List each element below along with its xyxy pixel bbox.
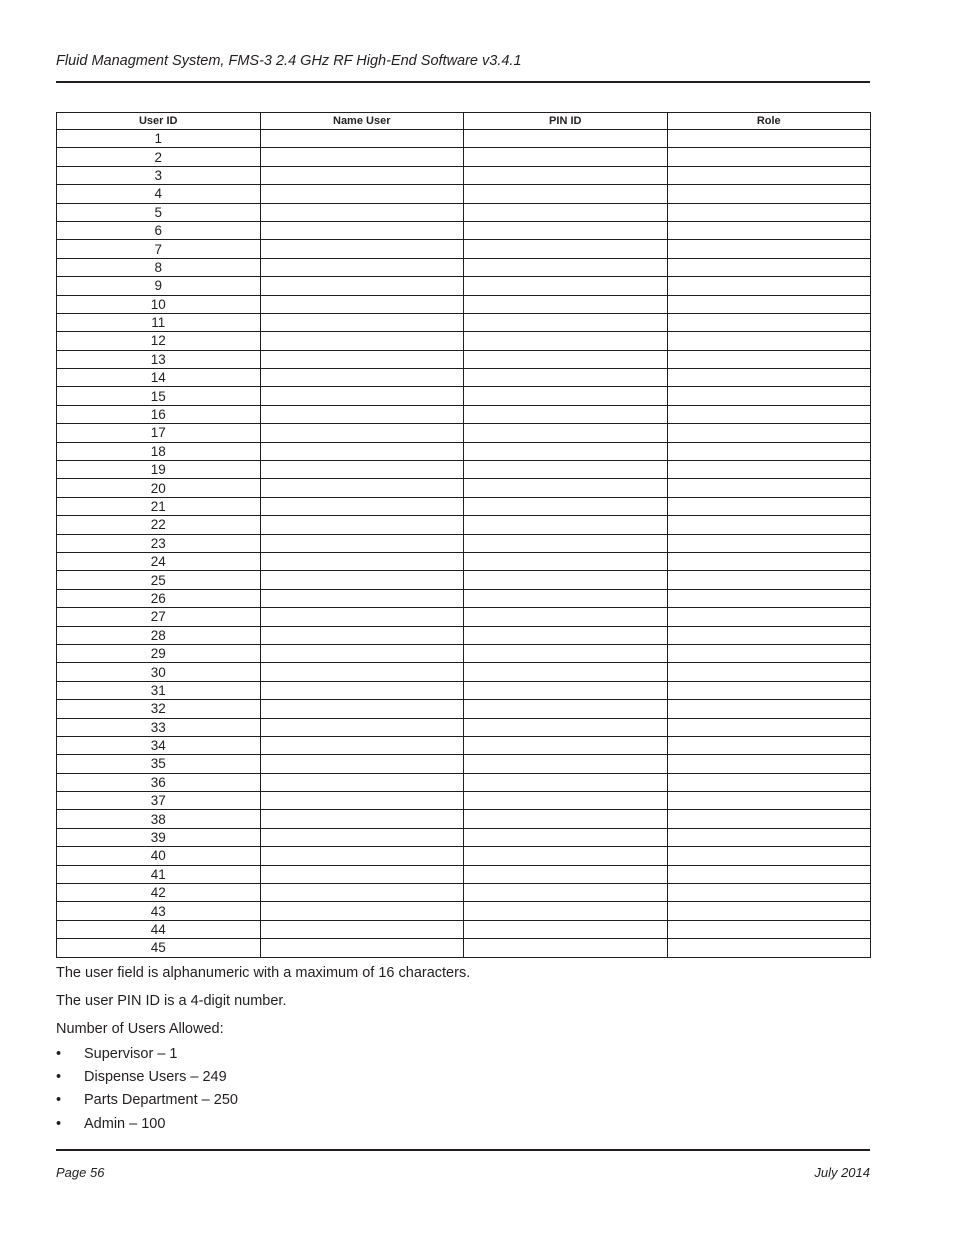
cell-role [667,516,871,534]
cell-pin-id [464,497,668,515]
cell-pin-id [464,424,668,442]
cell-user-id: 42 [57,884,261,902]
cell-pin-id [464,442,668,460]
table-header-row [57,113,871,130]
cell-user-id: 28 [57,626,261,644]
cell-user-id: 45 [57,939,261,957]
cell-user-id: 21 [57,497,261,515]
cell-role [667,497,871,515]
cell-name-user [260,865,464,883]
cell-role [667,902,871,920]
table-row [57,479,871,497]
cell-user-id: 3 [57,166,261,184]
cell-role [667,332,871,350]
cell-role [667,461,871,479]
cell-name-user [260,920,464,938]
cell-pin-id [464,332,668,350]
cell-pin-id [464,589,668,607]
column-header-name-user: Name User [260,113,464,130]
cell-role [667,240,871,258]
cell-name-user [260,681,464,699]
cell-pin-id [464,902,668,920]
bullet-icon: • [56,1116,62,1132]
cell-pin-id [464,847,668,865]
list-item-text: Admin – 100 [84,1116,166,1132]
cell-pin-id [464,534,668,552]
cell-name-user [260,589,464,607]
cell-user-id: 7 [57,240,261,258]
cell-pin-id [464,644,668,662]
bullet-icon: • [56,1046,62,1062]
cell-name-user [260,387,464,405]
cell-name-user [260,332,464,350]
cell-pin-id [464,350,668,368]
cell-role [667,552,871,570]
note-pin-id: The user PIN ID is a 4-digit number. [56,993,287,1009]
cell-name-user [260,571,464,589]
table-row [57,773,871,791]
cell-role [667,130,871,148]
table-row [57,571,871,589]
cell-user-id: 15 [57,387,261,405]
cell-user-id: 27 [57,608,261,626]
cell-user-id: 6 [57,221,261,239]
cell-role [667,534,871,552]
cell-pin-id [464,295,668,313]
page-number: Page 56 [56,1165,105,1180]
cell-user-id: 43 [57,902,261,920]
cell-role [667,424,871,442]
table-row [57,865,871,883]
cell-pin-id [464,258,668,276]
column-header-user-id: User ID [57,113,261,130]
table-row [57,644,871,662]
cell-user-id: 14 [57,369,261,387]
cell-name-user [260,902,464,920]
cell-role [667,387,871,405]
cell-name-user [260,240,464,258]
cell-user-id: 40 [57,847,261,865]
cell-user-id: 8 [57,258,261,276]
table-row [57,185,871,203]
cell-name-user [260,534,464,552]
cell-pin-id [464,479,668,497]
cell-role [667,810,871,828]
cell-name-user [260,277,464,295]
cell-name-user [260,405,464,423]
cell-name-user [260,700,464,718]
cell-role [667,828,871,846]
table-row [57,424,871,442]
cell-role [667,681,871,699]
bullet-icon: • [56,1092,62,1108]
cell-role [667,369,871,387]
cell-name-user [260,497,464,515]
table-row [57,203,871,221]
table-row [57,277,871,295]
cell-user-id: 35 [57,755,261,773]
table-row [57,405,871,423]
cell-role [667,405,871,423]
cell-pin-id [464,313,668,331]
cell-user-id: 18 [57,442,261,460]
cell-role [667,277,871,295]
cell-user-id: 2 [57,148,261,166]
cell-name-user [260,258,464,276]
cell-pin-id [464,405,668,423]
cell-pin-id [464,939,668,957]
cell-name-user [260,461,464,479]
table-row [57,736,871,754]
cell-user-id: 36 [57,773,261,791]
table-row [57,939,871,957]
cell-role [667,350,871,368]
table-row [57,240,871,258]
cell-user-id: 19 [57,461,261,479]
cell-user-id: 34 [57,736,261,754]
cell-pin-id [464,148,668,166]
cell-pin-id [464,810,668,828]
table-row [57,847,871,865]
cell-name-user [260,736,464,754]
table-row [57,387,871,405]
table-row [57,461,871,479]
cell-pin-id [464,552,668,570]
cell-pin-id [464,773,668,791]
cell-user-id: 44 [57,920,261,938]
cell-user-id: 17 [57,424,261,442]
cell-role [667,479,871,497]
cell-pin-id [464,718,668,736]
note-users-allowed-heading: Number of Users Allowed: [56,1021,224,1037]
cell-role [667,773,871,791]
cell-name-user [260,847,464,865]
cell-user-id: 26 [57,589,261,607]
cell-role [667,166,871,184]
cell-pin-id [464,369,668,387]
cell-role [667,939,871,957]
cell-user-id: 30 [57,663,261,681]
cell-pin-id [464,663,668,681]
cell-user-id: 32 [57,700,261,718]
cell-user-id: 29 [57,644,261,662]
cell-role [667,718,871,736]
table-row [57,589,871,607]
cell-user-id: 12 [57,332,261,350]
cell-name-user [260,295,464,313]
table-row [57,369,871,387]
table-row [57,884,871,902]
cell-pin-id [464,920,668,938]
table-row [57,663,871,681]
cell-role [667,589,871,607]
cell-role [667,700,871,718]
cell-name-user [260,350,464,368]
cell-role [667,608,871,626]
cell-role [667,442,871,460]
cell-role [667,865,871,883]
cell-role [667,736,871,754]
list-item-text: Supervisor – 1 [84,1046,178,1062]
user-table [56,112,871,958]
table-row [57,608,871,626]
cell-role [667,571,871,589]
table-row [57,828,871,846]
column-header-role: Role [667,113,871,130]
cell-role [667,792,871,810]
cell-pin-id [464,865,668,883]
cell-name-user [260,369,464,387]
cell-name-user [260,552,464,570]
table-row [57,516,871,534]
cell-user-id: 20 [57,479,261,497]
table-row [57,295,871,313]
table-row [57,130,871,148]
table-row [57,166,871,184]
cell-name-user [260,773,464,791]
cell-user-id: 22 [57,516,261,534]
cell-pin-id [464,130,668,148]
cell-pin-id [464,571,668,589]
table-row [57,718,871,736]
cell-user-id: 5 [57,203,261,221]
cell-role [667,847,871,865]
column-header-pin-id: PIN ID [464,113,668,130]
cell-user-id: 38 [57,810,261,828]
cell-role [667,313,871,331]
cell-pin-id [464,700,668,718]
cell-name-user [260,221,464,239]
cell-name-user [260,755,464,773]
cell-pin-id [464,277,668,295]
cell-role [667,626,871,644]
cell-pin-id [464,221,668,239]
cell-user-id: 4 [57,185,261,203]
cell-user-id: 23 [57,534,261,552]
table-row [57,626,871,644]
cell-name-user [260,442,464,460]
cell-role [667,185,871,203]
table-row [57,497,871,515]
cell-name-user [260,203,464,221]
table-row [57,332,871,350]
cell-user-id: 39 [57,828,261,846]
table-row [57,258,871,276]
cell-role [667,221,871,239]
cell-pin-id [464,608,668,626]
cell-user-id: 1 [57,130,261,148]
cell-pin-id [464,626,668,644]
cell-user-id: 33 [57,718,261,736]
cell-user-id: 13 [57,350,261,368]
list-item-text: Parts Department – 250 [84,1092,238,1108]
cell-pin-id [464,240,668,258]
table-row [57,902,871,920]
cell-pin-id [464,516,668,534]
cell-role [667,884,871,902]
cell-user-id: 31 [57,681,261,699]
cell-pin-id [464,828,668,846]
table-row [57,148,871,166]
table-row [57,552,871,570]
header-divider [56,81,870,83]
table-row [57,792,871,810]
cell-name-user [260,939,464,957]
table-row [57,350,871,368]
footer-divider [56,1149,870,1151]
list-item-text: Dispense Users – 249 [84,1069,227,1085]
cell-name-user [260,810,464,828]
cell-user-id: 11 [57,313,261,331]
cell-role [667,663,871,681]
cell-pin-id [464,387,668,405]
cell-user-id: 37 [57,792,261,810]
cell-name-user [260,718,464,736]
cell-role [667,203,871,221]
cell-name-user [260,148,464,166]
cell-name-user [260,479,464,497]
table-row [57,755,871,773]
cell-name-user [260,185,464,203]
cell-pin-id [464,461,668,479]
cell-name-user [260,516,464,534]
cell-user-id: 16 [57,405,261,423]
cell-pin-id [464,884,668,902]
cell-name-user [260,626,464,644]
cell-pin-id [464,736,668,754]
table-row [57,681,871,699]
cell-name-user [260,792,464,810]
table-row [57,534,871,552]
table-row [57,810,871,828]
page-header-title: Fluid Managment System, FMS-3 2.4 GHz RF High-End Software v3.4.1 [56,53,522,69]
cell-pin-id [464,755,668,773]
cell-name-user [260,424,464,442]
cell-role [667,920,871,938]
cell-name-user [260,828,464,846]
table-row [57,920,871,938]
cell-user-id: 41 [57,865,261,883]
cell-pin-id [464,681,668,699]
table-row [57,442,871,460]
table-row [57,700,871,718]
cell-user-id: 9 [57,277,261,295]
footer-date: July 2014 [814,1165,870,1180]
cell-user-id: 24 [57,552,261,570]
cell-pin-id [464,185,668,203]
cell-name-user [260,884,464,902]
bullet-icon: • [56,1069,62,1085]
table-row [57,313,871,331]
cell-pin-id [464,792,668,810]
cell-name-user [260,166,464,184]
note-user-field: The user field is alphanumeric with a maximum of 16 characters. [56,965,471,981]
cell-name-user [260,608,464,626]
cell-pin-id [464,166,668,184]
cell-name-user [260,663,464,681]
cell-pin-id [464,203,668,221]
cell-user-id: 10 [57,295,261,313]
cell-role [667,148,871,166]
table-body [57,130,871,958]
cell-name-user [260,130,464,148]
cell-name-user [260,313,464,331]
cell-role [667,295,871,313]
cell-user-id: 25 [57,571,261,589]
cell-name-user [260,644,464,662]
cell-role [667,644,871,662]
table-row [57,221,871,239]
cell-role [667,258,871,276]
cell-role [667,755,871,773]
